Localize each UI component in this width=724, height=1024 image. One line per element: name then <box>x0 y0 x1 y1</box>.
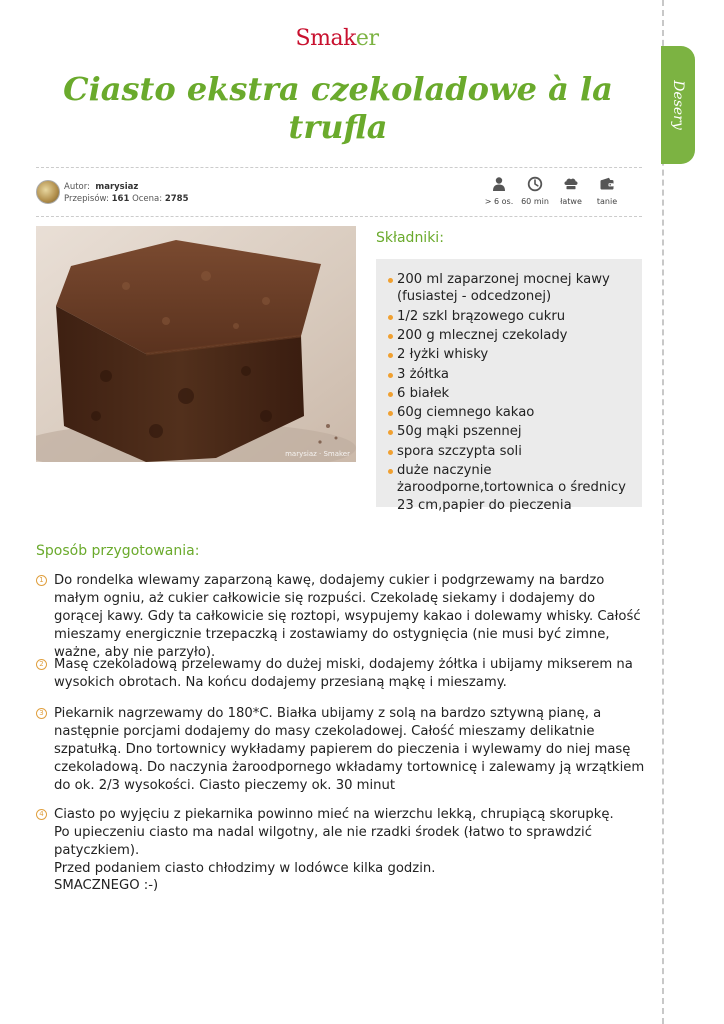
ingredient-item: spora szczypta soli <box>388 443 632 460</box>
step-3 <box>36 705 648 795</box>
recipe-photo <box>36 226 356 462</box>
person-icon <box>491 176 507 192</box>
photo-watermark: marysiaz · Smaker <box>285 450 350 458</box>
recipe-title: Ciasto ekstra czekoladowe à la trufla <box>63 70 613 146</box>
ingredient-item: 3 żółtka <box>388 366 632 383</box>
step-line: Masę czekoladową przelewamy do dużej miski, dodajemy żółtka i ubijamy mikserem na wysokich obrotach. Na końcu dodajemy przesianą mąkę i mieszamy. <box>54 657 633 690</box>
category-tab-label: Desery <box>670 80 686 130</box>
ingredient-item: 2 łyżki whisky <box>388 346 632 363</box>
step-4 <box>36 806 648 878</box>
servings-label: > 6 os. <box>484 197 514 206</box>
author-name: marysiaz <box>95 182 139 192</box>
avatar <box>36 180 60 204</box>
step-line: Ciasto po wyjęciu z piekarnika powinno mieć na wierzchu lekką, chrupiącą skorupkę. <box>54 807 614 822</box>
ingredients-box <box>376 259 642 513</box>
step-2 <box>36 656 648 692</box>
meta-cost <box>585 176 629 206</box>
author-info <box>64 181 189 205</box>
rating-label: Ocena: <box>132 194 163 204</box>
step-text <box>54 705 648 795</box>
cost-label: tanie <box>596 197 618 206</box>
difficulty-label: łatwe <box>560 197 582 206</box>
ingredient-item: 1/2 szkl brązowego cukru <box>388 308 632 325</box>
logo-accent-text: er <box>355 26 379 51</box>
divider <box>36 167 642 168</box>
brand-logo <box>0 26 674 51</box>
step-text <box>54 656 648 692</box>
closing-text: SMACZNEGO :-) <box>54 878 159 893</box>
author-label: Autor: <box>64 182 90 192</box>
step-line: Piekarnik nagrzewamy do 180*C. Białka ubijamy z solą na bardzo sztywną pianę, a następnie porcjami dodajemy do masy czekoladowej. Całość mieszamy delikatnie szpatułką. Dno tortownicy wykładamy papierem do pieczenia i wylewamy do niej masę czekoladową. Do naczynia żaroodpornego wkładamy tortownicę i zalewamy ją wrzątkiem do ok. 2/3 wysokości. Ciasto pieczemy ok. 30 minut <box>54 706 645 793</box>
ingredient-item: 6 białek <box>388 385 632 402</box>
preparation-heading: Sposób przygotowania: <box>36 543 200 559</box>
step-line: Do rondelka wlewamy zaparzoną kawę, dodajemy cukier i podgrzewamy na bardzo małym ogniu, aż cukier całkowicie się rozpuści. Czekoladę siekamy i dodajemy do gorącej kawy. Gdy ta całkowicie się roztopi, wsypujemy kakao i dolewamy whisky. Całość mieszamy energicznie trzepaczką i zostawiamy do ostygnięcia (nie musi być zimne, ważne, aby nie parzyło). <box>54 573 641 660</box>
time-label: 60 min <box>521 197 549 206</box>
step-1 <box>36 572 648 662</box>
recipes-count: 161 <box>111 194 130 204</box>
divider <box>36 216 642 217</box>
step-line: Przed podaniem ciasto chłodzimy w lodówce kilka godzin. <box>54 861 436 876</box>
step-text <box>54 806 648 878</box>
ingredient-item: 200 ml zaparzonej mocnej kawy (fusiastej - odcedzonej) <box>388 271 632 306</box>
rating-value: 2785 <box>164 194 189 204</box>
recipes-label: Przepisów: <box>64 194 109 204</box>
step-number: 4 <box>36 809 47 820</box>
category-tab <box>661 46 695 164</box>
logo-main-text: Smak <box>295 26 356 51</box>
clock-icon <box>527 176 543 192</box>
ingredient-item: 50g mąki pszennej <box>388 423 632 440</box>
wallet-icon <box>599 176 615 192</box>
step-number: 1 <box>36 575 47 586</box>
step-line: Po upieczeniu ciasto ma nadal wilgotny, ale nie rzadki środek (łatwo to sprawdzić patyczkiem). <box>54 825 592 858</box>
step-number: 2 <box>36 659 47 670</box>
ingredient-item: 60g ciemnego kakao <box>388 404 632 421</box>
ingredients-list <box>388 271 632 514</box>
step-number: 3 <box>36 708 47 719</box>
ingredients-heading: Składniki: <box>376 230 444 246</box>
ingredient-item: duże naczynie żaroodporne,tortownica o średnicy 23 cm,papier do pieczenia <box>388 462 632 514</box>
chef-hat-icon <box>563 176 579 192</box>
ingredient-item: 200 g mlecznej czekolady <box>388 327 632 344</box>
step-text <box>54 572 648 662</box>
